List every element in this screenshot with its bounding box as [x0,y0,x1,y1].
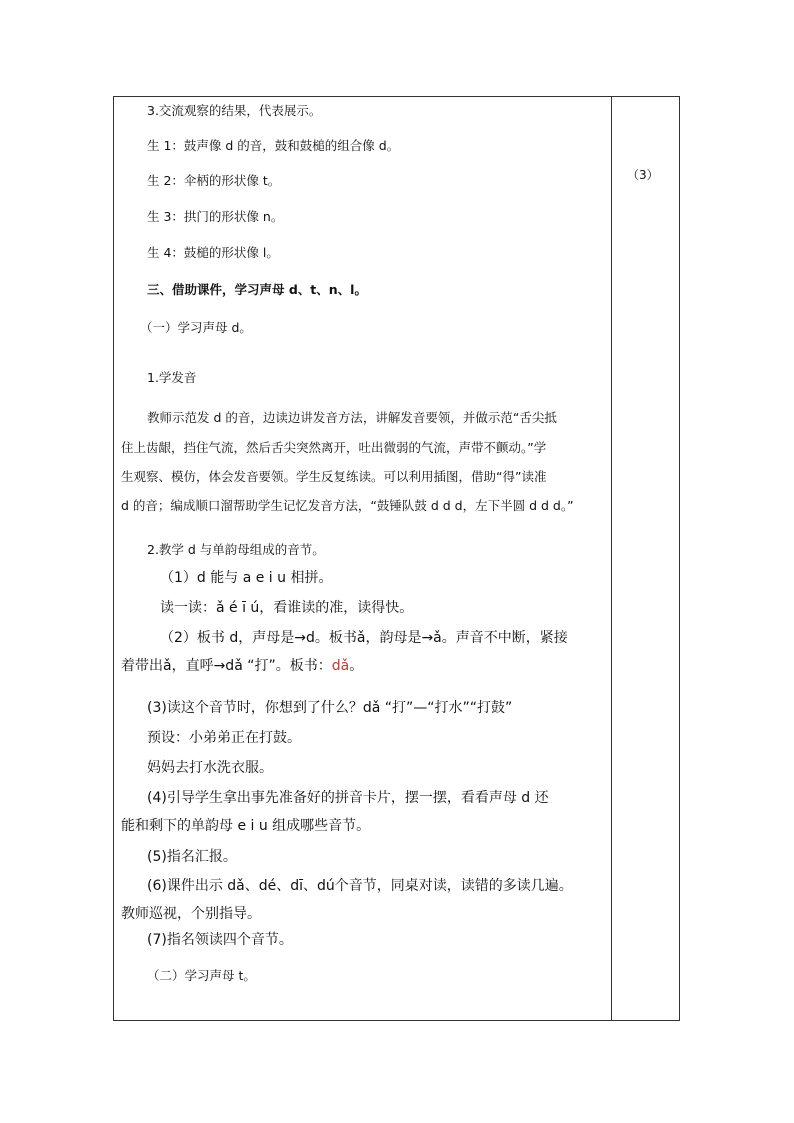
text-line: 能和剩下的单韵母 e i u 组成哪些音节。 [121,818,371,834]
text-line: 读一读：ǎ é ī ú，看谁读的准，读得快。 [160,600,414,616]
text-line: (3)读这个音节时，你想到了什么？dǎ “打”—“打水”“打鼓” [147,700,513,716]
text-segment: 。 [349,658,364,674]
text-line: 生观察、模仿，体会发音要领。学生反复练读。可以利用插图，借助“得”读准 [121,469,547,484]
text-line: d 的音；编成顺口溜帮助学生记忆发音方法，“鼓锤队鼓 d d d，左下半圆 d d d。” [121,498,574,513]
text-line: (6)课件出示 dǎ、dé、dī、dú个音节，同桌对读，读错的多读几遍。 [147,878,573,894]
section-heading: 三、借助课件，学习声母 d、t、n、l。 [147,282,367,297]
text-segment: 着带出ǎ，直呼→dǎ “打”。板书： [121,658,332,674]
time-note: （3） [627,168,659,182]
text-line: 教师示范发 d 的音，边读边讲发音方法，讲解发音要领，并做示范“舌尖抵 [147,410,557,425]
text-line: 生 2：伞柄的形状像 t。 [147,173,281,188]
text-line: （1）d 能与 a e i u 相拼。 [160,570,333,586]
text-line: (5)指名汇报。 [147,849,237,865]
text-line: 1.学发音 [147,370,197,385]
text-line: 生 4：鼓槌的形状像 l。 [147,245,279,260]
text-line: 生 1：鼓声像 d 的音，鼓和鼓槌的组合像 d。 [147,138,400,153]
text-line: (7)指名领读四个音节。 [147,932,293,948]
column-divider [611,96,612,1021]
pinyin-da-red: dǎ [331,658,350,674]
text-line: 3.交流观察的结果，代表展示。 [147,103,322,118]
text-line: （2）板书 d，声母是→d。板书ǎ，韵母是→ǎ。声音不中断，紧接 [160,630,568,646]
text-line: 教师巡视，个别指导。 [121,906,261,922]
subsection-heading: （一）学习声母 d。 [140,320,252,335]
text-line: 预设：小弟弟正在打鼓。 [147,730,301,746]
text-line: 住上齿龈，挡住气流，然后舌尖突然离开，吐出微弱的气流，声带不颤动。”学 [121,440,547,455]
text-line: (4)引导学生拿出事先准备好的拼音卡片，摆一摆，看看声母 d 还 [147,790,549,806]
text-line: 妈妈去打水洗衣服。 [147,760,273,776]
text-line: 2.教学 d 与单韵母组成的音节。 [147,542,325,557]
subsection-heading: （二）学习声母 t。 [147,968,256,983]
text-line: 生 3：拱门的形状像 n。 [147,209,284,224]
text-line [121,655,363,675]
